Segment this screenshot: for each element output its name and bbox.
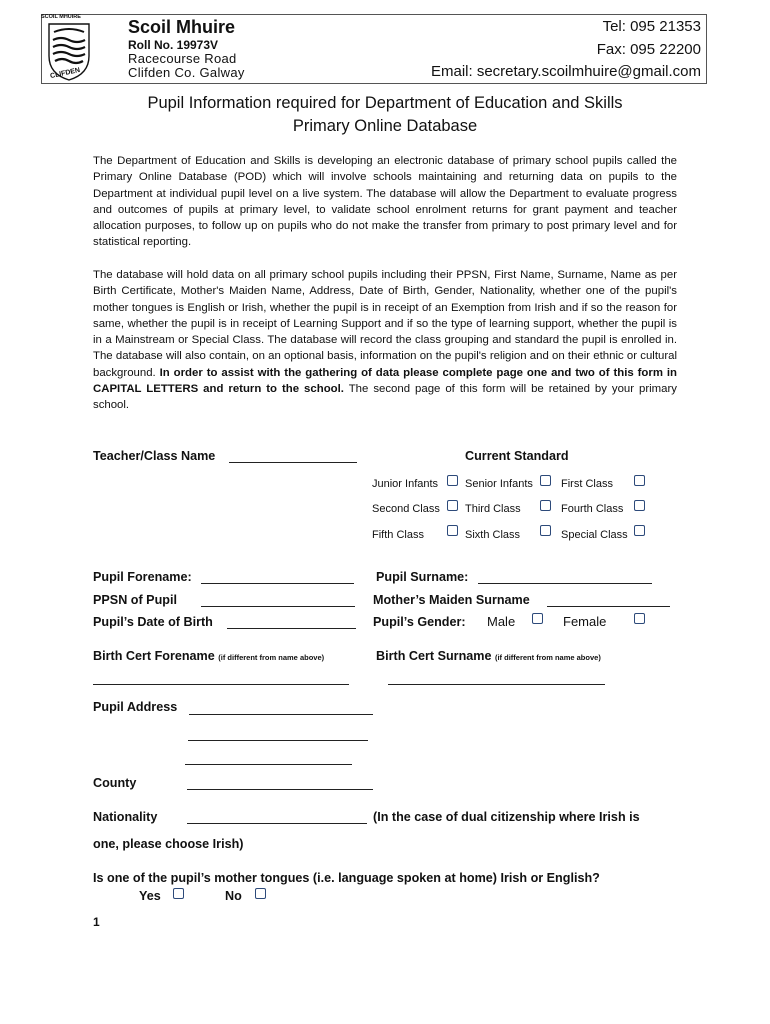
birth-cert-forename-field[interactable] (93, 684, 349, 685)
fifth-class-checkbox[interactable] (447, 525, 458, 536)
female-label: Female (563, 614, 607, 629)
no-label: No (225, 889, 242, 903)
email: Email: secretary.scoilmhuire@gmail.com (430, 63, 701, 80)
ppsn-field[interactable] (201, 606, 355, 607)
page-number: 1 (93, 915, 100, 929)
birth-cert-forename-note: (if different from name above) (218, 653, 325, 662)
class-junior-infants: Junior Infants (372, 478, 439, 490)
mother-tongue-question: Is one of the pupil’s mother tongues (i.e. language spoken at home) Irish or English? (93, 871, 600, 885)
junior-infants-checkbox[interactable] (447, 475, 458, 486)
birth-cert-forename-label (93, 649, 324, 663)
mothers-maiden-label: Mother’s Maiden Surname (373, 593, 530, 607)
special-class-checkbox[interactable] (634, 525, 645, 536)
senior-infants-checkbox[interactable] (540, 475, 551, 486)
nationality-label: Nationality (93, 810, 158, 824)
sixth-class-checkbox[interactable] (540, 525, 551, 536)
birth-cert-surname-note: (if different from name above) (494, 653, 601, 662)
county-field[interactable] (187, 789, 373, 790)
class-sixth: Sixth Class (465, 529, 521, 541)
address-line-2: Clifden Co. Galway (128, 65, 245, 80)
page-subtitle: Primary Online Database (292, 117, 478, 135)
data-paragraph-text: The database will hold data on all primary school pupils including their PPSN, First Name, Surname, Name as per Birth Certificate, Mother's Maiden Name, Address, Date of Birth, Gender, Nationality, whether one of the pupil's mother tongues is English or Irish, whether the pupil is in receipt of an Exemption from Irish and if so the reason for same, whether the pupil is in receipt of Learning Support and if so the type of learning support, whether the pupil is in a Mainstream or Special Class. The database will record the class grouping and standard the pupil is enrolled in. The database will also contain, on an optional basis, information on the pupil's religion and on their ethnic or cultural background. (93, 269, 677, 379)
class-fifth: Fifth Class (372, 529, 424, 541)
yes-checkbox[interactable] (173, 888, 184, 899)
current-standard-label: Current Standard (465, 449, 569, 463)
address-field-3[interactable] (185, 764, 352, 765)
fourth-class-checkbox[interactable] (634, 500, 645, 511)
class-third: Third Class (465, 503, 521, 515)
birth-cert-surname-label (376, 649, 601, 663)
pupil-surname-label: Pupil Surname: (376, 570, 469, 584)
first-class-checkbox[interactable] (634, 475, 645, 486)
teacher-class-label: Teacher/Class Name (93, 449, 216, 463)
birth-cert-forename-text: Birth Cert Forename (93, 649, 215, 663)
pupil-forename-label: Pupil Forename: (93, 570, 192, 584)
birth-cert-surname-field[interactable] (388, 684, 605, 685)
nationality-note: (In the case of dual citizenship where Irish is (373, 810, 640, 824)
yes-label: Yes (139, 889, 161, 903)
crest-text-bottom: CLIFDEN (49, 66, 81, 81)
male-checkbox[interactable] (532, 613, 543, 624)
school-name: Scoil Mhuire (128, 17, 236, 37)
roll-number: Roll No. 19973V (128, 38, 219, 52)
intro-paragraph: The Department of Education and Skills is developing an electronic database of primary school pupils called the Primary Online Database (POD) which will involve schools maintaining and returning data on pupils to the Department at individual pupil level on a live system. The database will allow the Department to evaluate progress and outcomes of pupils at primary level, to validate school enrolment returns for grant payment and teacher allocation purposes, to follow up on pupils who do not make the transfer from primary to post primary level and for statistical reporting. (93, 155, 677, 249)
pupil-surname-field[interactable] (478, 583, 652, 584)
ppsn-label: PPSN of Pupil (93, 593, 177, 607)
telephone: Tel: 095 21353 (602, 18, 701, 35)
male-label: Male (487, 614, 516, 629)
fax: Fax: 095 22200 (596, 41, 701, 58)
dob-label: Pupil’s Date of Birth (93, 615, 213, 629)
pupil-forename-field[interactable] (201, 583, 354, 584)
crest-text-top: SCOIL MHUIRE (41, 14, 81, 20)
female-checkbox[interactable] (634, 613, 645, 624)
page-title: Pupil Information required for Department of Education and Skills (147, 94, 623, 112)
county-label: County (93, 776, 137, 790)
data-paragraph-tail: The second page of this form will be retained by your primary school. (93, 383, 677, 412)
address-field-2[interactable] (188, 740, 368, 741)
class-first: First Class (561, 478, 613, 490)
dob-field[interactable] (227, 628, 356, 629)
second-class-checkbox[interactable] (447, 500, 458, 511)
mothers-maiden-field[interactable] (547, 606, 670, 607)
teacher-class-field[interactable] (229, 462, 357, 463)
gender-label: Pupil’s Gender: (373, 615, 466, 629)
birth-cert-surname-text: Birth Cert Surname (376, 649, 492, 663)
pupil-address-label: Pupil Address (93, 700, 178, 714)
data-paragraph-instruction: In order to assist with the gathering of data please complete page one and two of this form in CAPITAL LETTERS and return to the school. (93, 366, 677, 396)
third-class-checkbox[interactable] (540, 500, 551, 511)
address-field-1[interactable] (189, 714, 373, 715)
data-paragraph (93, 267, 677, 414)
class-senior-infants: Senior Infants (465, 478, 533, 490)
address-line-1: Racecourse Road (128, 51, 237, 66)
no-checkbox[interactable] (255, 888, 266, 899)
class-special: Special Class (561, 529, 628, 541)
nationality-note-cont: one, please choose Irish) (93, 837, 244, 851)
class-second: Second Class (372, 503, 440, 515)
class-fourth: Fourth Class (561, 503, 624, 515)
nationality-field[interactable] (187, 823, 367, 824)
